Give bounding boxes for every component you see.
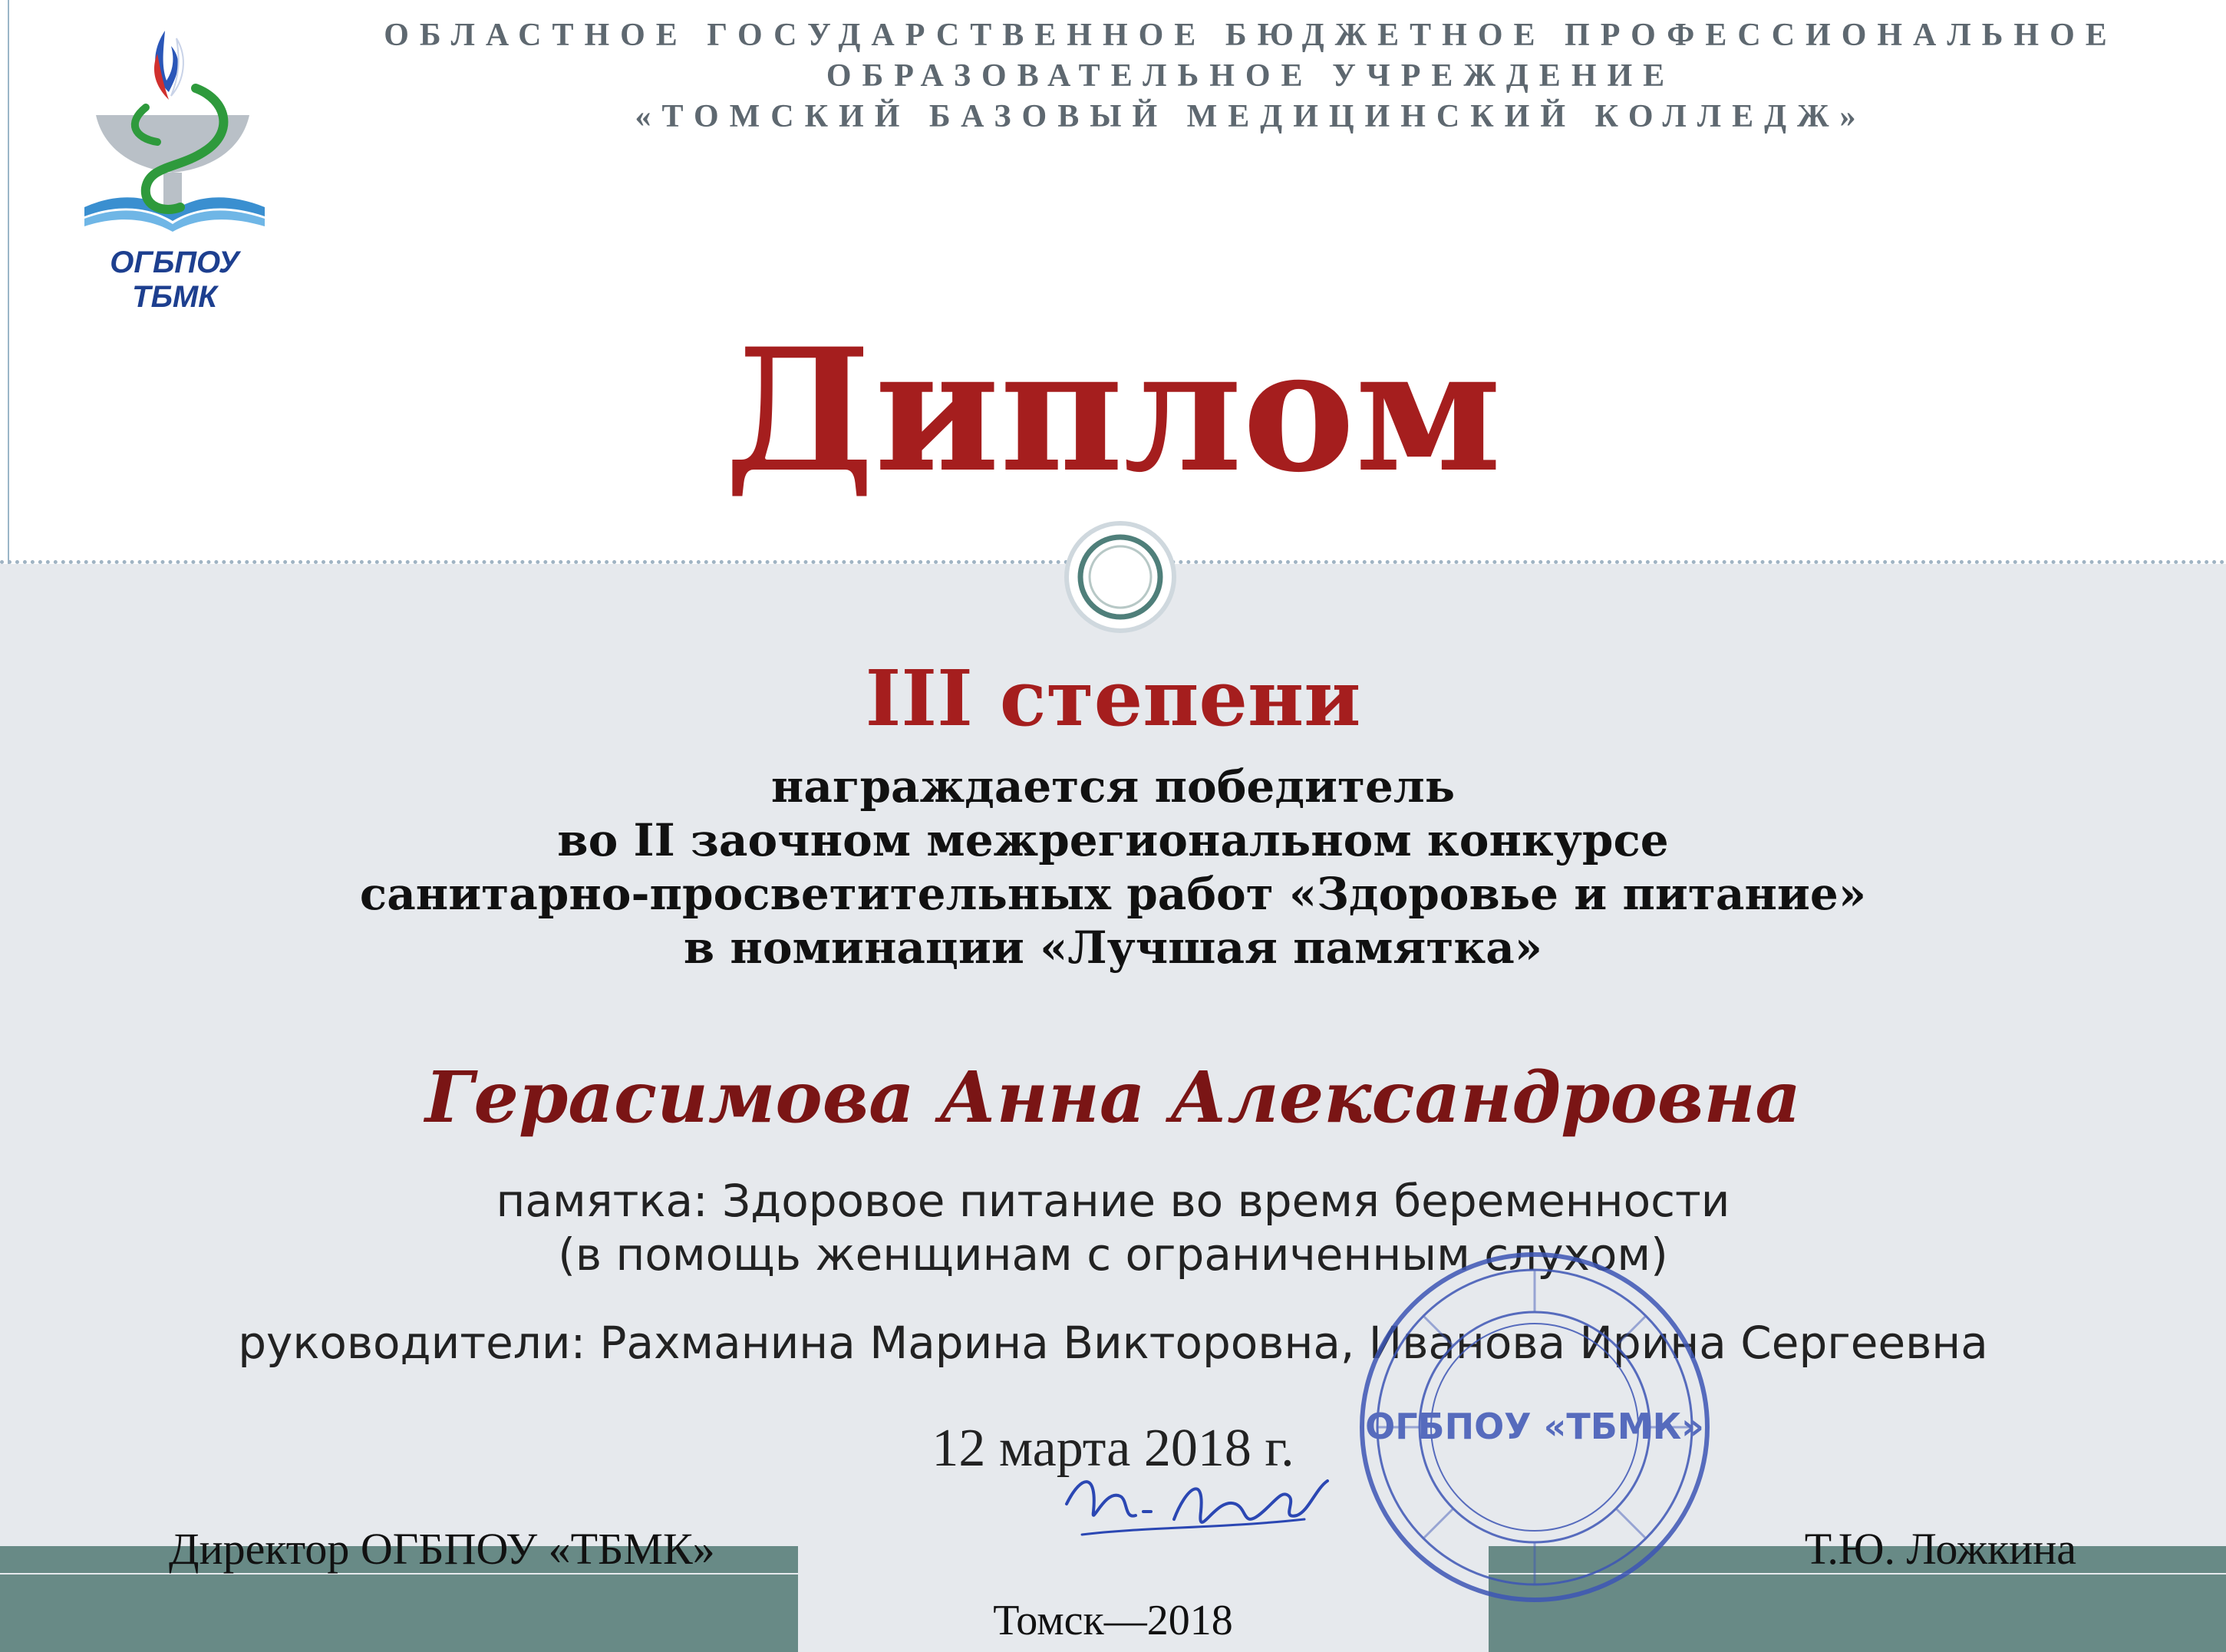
medallion-icon <box>1059 516 1182 638</box>
work-line-1: памятка: Здоровое питание во время беременности <box>496 1175 1730 1227</box>
college-logo <box>73 15 276 314</box>
logo-label: ОГБПОУ ТБМК <box>110 246 239 314</box>
work-line-2: (в помощь женщинам с ограниченным слухом) <box>558 1228 1668 1281</box>
work-description <box>0 1174 2226 1281</box>
award-line-1: награждается победитель <box>770 760 1456 813</box>
winner-name: Герасимова Анна Александровна <box>424 1056 1801 1139</box>
organization-line-2: ОБРАЗОВАТЕЛЬНОЕ УЧРЕЖДЕНИЕ <box>826 58 1676 94</box>
supervisors-line: руководители: Рахманина Марина Викторовна, Иванова Ирина Сергеевна <box>238 1317 1988 1369</box>
footer-city-year: Томск—2018 <box>993 1597 1233 1644</box>
organization-header <box>292 15 2210 137</box>
signatory-position: Директор ОГБПОУ «ТБМК» <box>169 1524 715 1574</box>
organization-line-1: ОБЛАСТНОЕ ГОСУДАРСТВЕННОЕ БЮДЖЕТНОЕ ПРОФЕССИОНАЛЬНОЕ <box>384 18 2118 53</box>
stamp-center-text: ОГБПОУ «ТБМК» <box>1365 1406 1704 1447</box>
diploma-title: Диплом <box>724 311 1502 509</box>
award-line-3: санитарно-просветительных работ «Здоровье и питание» <box>359 868 1867 920</box>
organization-line-3: «ТОМСКИЙ БАЗОВЫЙ МЕДИЦИНСКИЙ КОЛЛЕДЖ» <box>635 99 1867 134</box>
round-seal-icon <box>1350 1243 1719 1611</box>
handwritten-signature-icon <box>1051 1443 1343 1558</box>
award-text <box>0 760 2226 974</box>
bowl-of-hygieia-icon <box>73 15 276 246</box>
award-line-4: в номинации «Лучшая памятка» <box>683 922 1543 974</box>
award-date: 12 марта 2018 г. <box>932 1419 1294 1478</box>
diploma-degree: III степени <box>865 653 1361 744</box>
award-line-2: во II заочном межрегиональном конкурсе <box>557 814 1669 866</box>
signatory-name: Т.Ю. Ложкина <box>1804 1524 2076 1574</box>
